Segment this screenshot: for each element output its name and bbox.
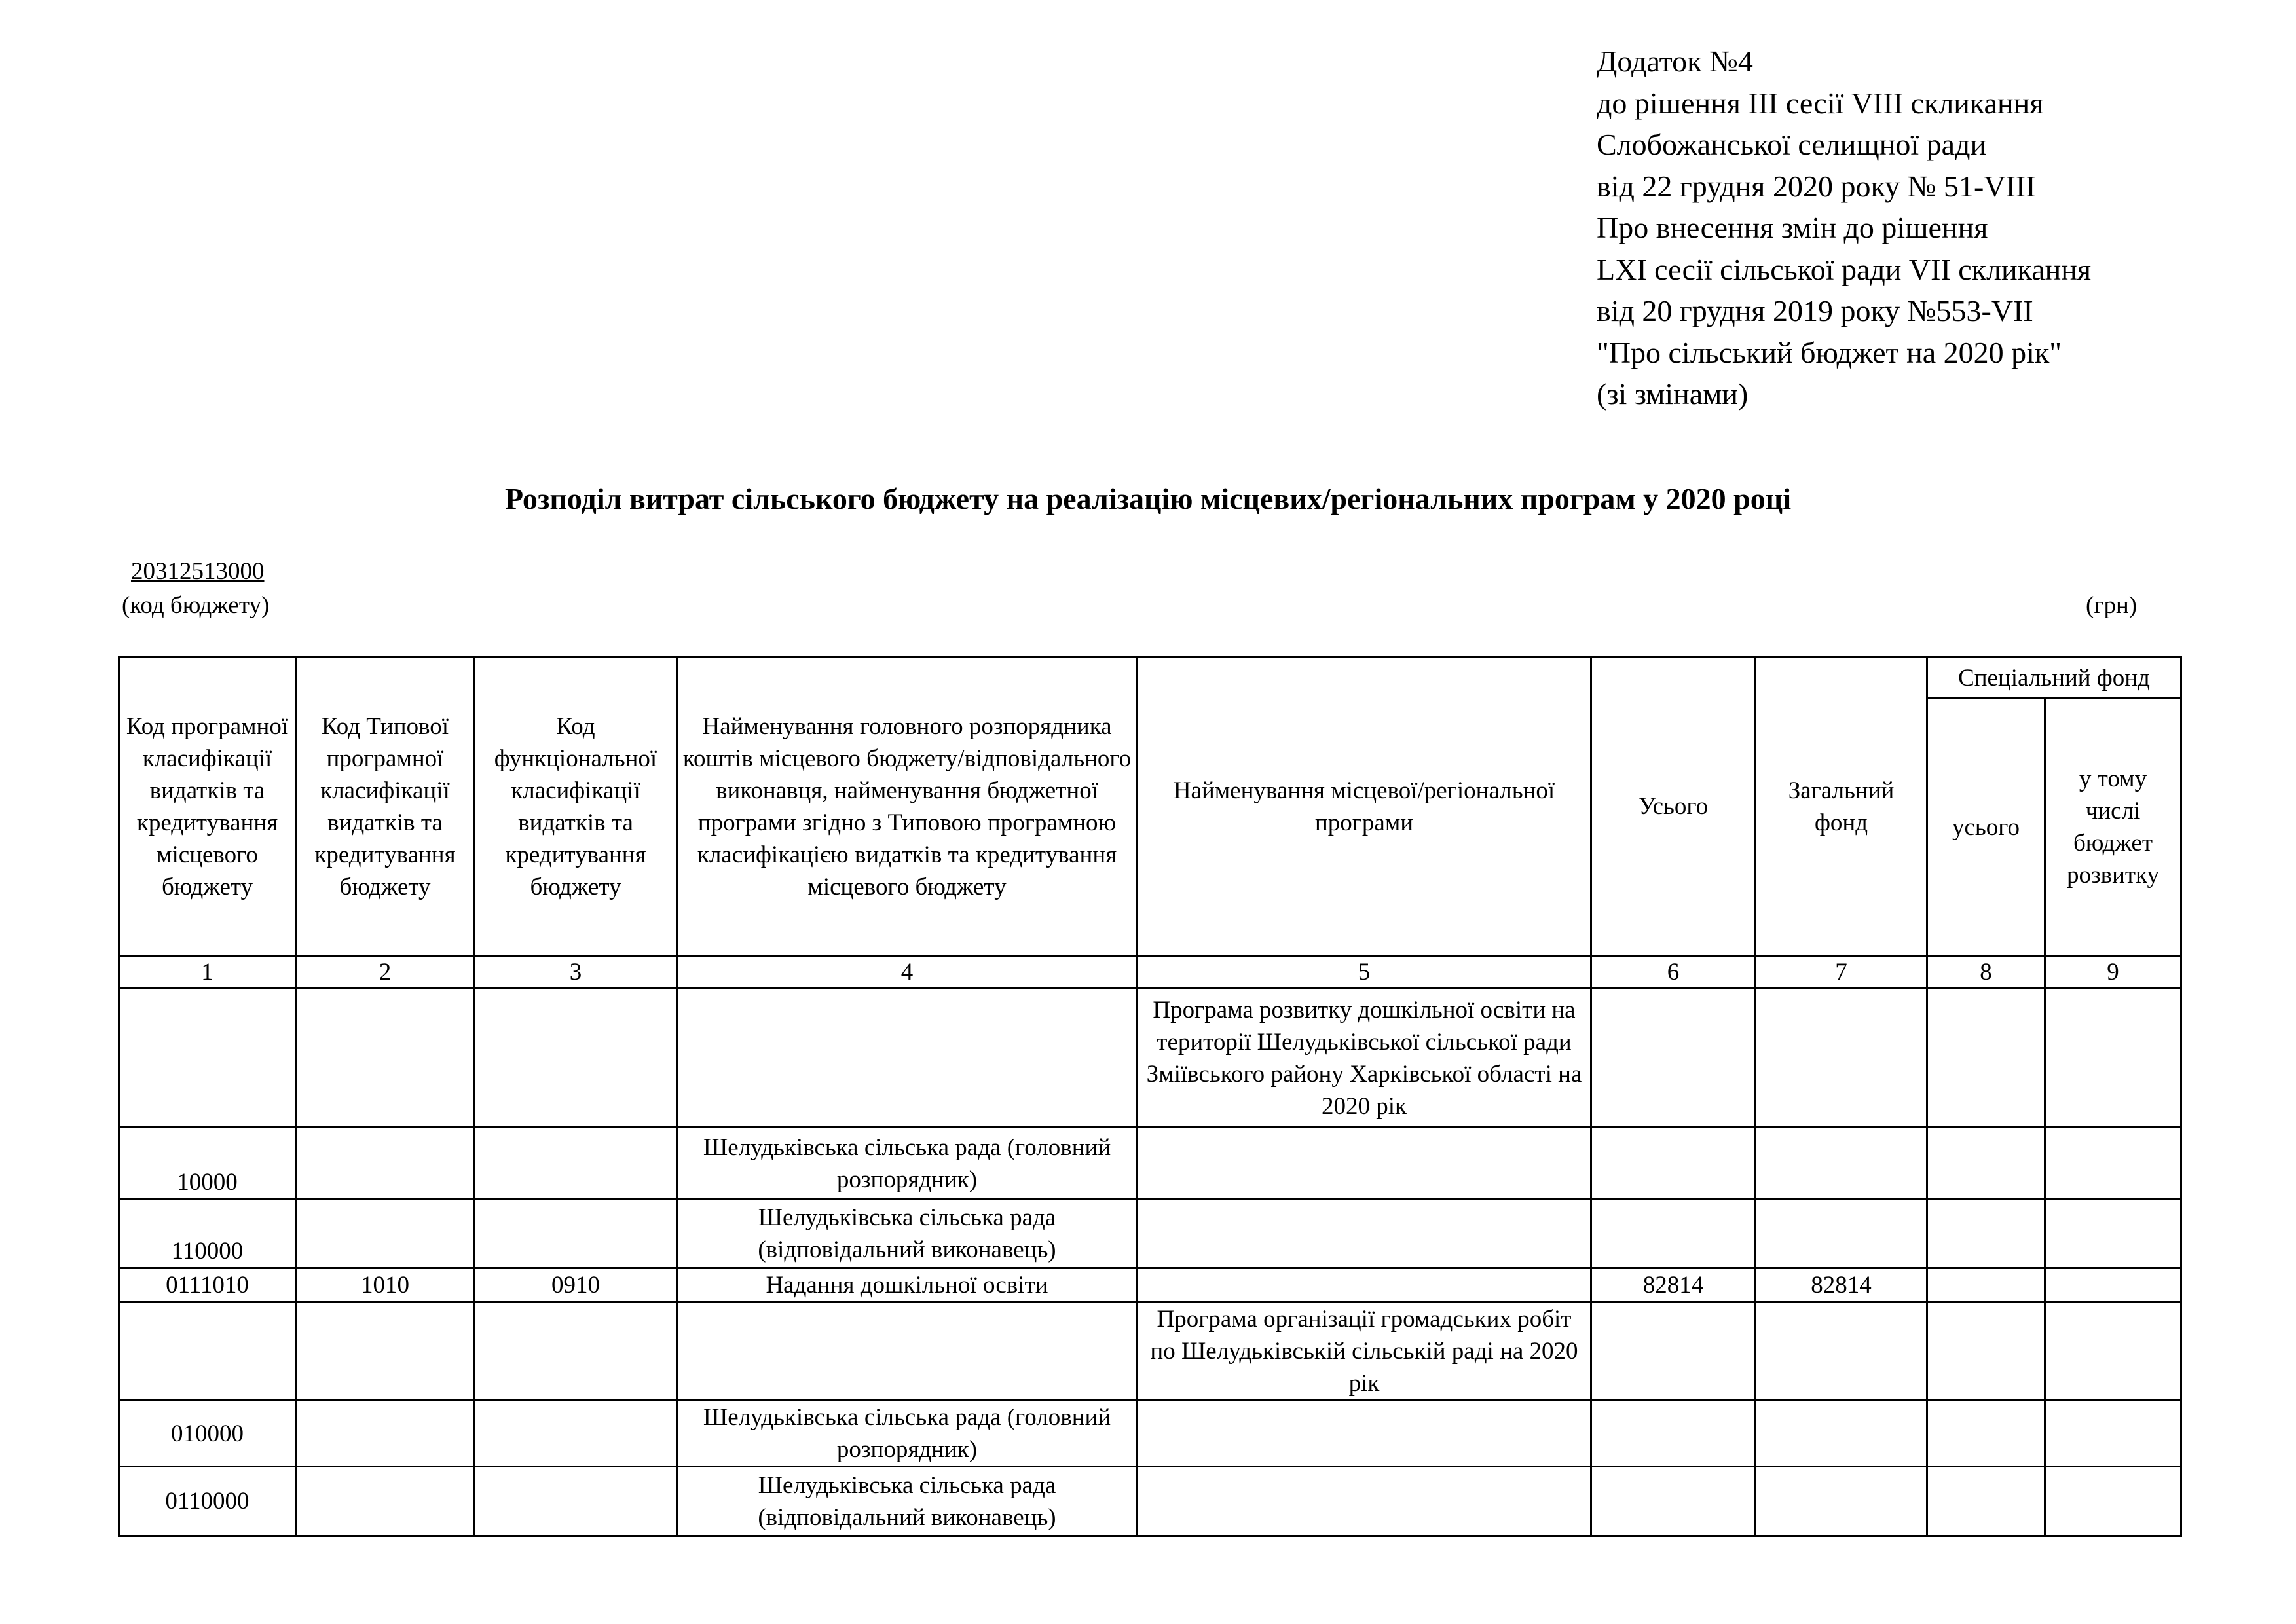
program-expenditure-table: [118, 656, 2182, 1537]
table-cell: 1010: [296, 1268, 475, 1302]
table-cell: Надання дошкільної освіти: [677, 1268, 1138, 1302]
column-number: 9: [2045, 956, 2181, 989]
table-cell: [1756, 1128, 1927, 1200]
table-cell: [1138, 1200, 1591, 1268]
appendix-line: Про внесення змін до рішення: [1597, 211, 1988, 244]
document-title: Розподіл витрат сільського бюджету на реалізацію місцевих/регіональних програм у 2020 році: [504, 482, 1792, 515]
table-cell: [1138, 1467, 1591, 1536]
appendix-line: від 22 грудня 2020 року № 51-VIII: [1597, 169, 2036, 203]
header-program-code: Код програмної класифікації видатків та кредитування місцевого бюджету: [119, 657, 296, 956]
header-general-fund: Загальний фонд: [1756, 657, 1927, 956]
table-cell: Шелудьківська сільська рада (відповідальний виконавець): [677, 1467, 1138, 1536]
header-special-total: усього: [1927, 699, 2045, 956]
table-cell: [1927, 1467, 2045, 1536]
header-typical-code: Код Типової програмної класифікації видатків та кредитування бюджету: [296, 657, 475, 956]
table-cell: Програма організації громадських робіт по Шелудьківській сільській раді на 2020 рік: [1138, 1302, 1591, 1401]
table-cell: [296, 989, 475, 1128]
appendix-line: "Про сільський бюджет на 2020 рік": [1597, 335, 2062, 369]
table-cell: [1591, 1401, 1756, 1467]
table-cell: 010000: [119, 1401, 296, 1467]
table-cell: Шелудьківська сільська рада (відповідальний виконавець): [677, 1200, 1138, 1268]
table-cell: [2045, 989, 2181, 1128]
table-cell: [677, 989, 1138, 1128]
table-cell: [119, 989, 296, 1128]
table-cell: [1591, 1128, 1756, 1200]
column-number: 4: [677, 956, 1138, 989]
table-cell: [119, 1302, 296, 1401]
table-cell: [475, 989, 677, 1128]
table-cell: [475, 1200, 677, 1268]
appendix-line: до рішення ІІІ сесії VIII скликання: [1597, 86, 2044, 120]
budget-code-label: (код бюджету): [122, 592, 270, 619]
table-cell: 110000: [119, 1200, 296, 1268]
table-cell: [296, 1401, 475, 1467]
table-cell: [475, 1302, 677, 1401]
table-cell: [2045, 1467, 2181, 1536]
header-program-name: Найменування місцевої/регіональної програми: [1138, 657, 1591, 956]
header-manager-name: Найменування головного розпорядника коштів місцевого бюджету/відповідального виконавця, найменування бюджетної програми згідно з Типовою програмною класифікацією видатків та кредитування місцевого бюджету: [677, 657, 1138, 956]
appendix-line: від 20 грудня 2019 року №553-VII: [1597, 294, 2033, 327]
table-cell: [2045, 1302, 2181, 1401]
column-number-row: [119, 956, 2181, 989]
table-cell: [677, 1302, 1138, 1401]
table-cell: [1756, 1200, 1927, 1268]
appendix-block: [1597, 41, 2091, 415]
table-cell: [1138, 1128, 1591, 1200]
table-cell: 0910: [475, 1268, 677, 1302]
table-row: [119, 1401, 2181, 1467]
table-cell: [2045, 1200, 2181, 1268]
table-cell: [1756, 1467, 1927, 1536]
header-development-budget: у тому числі бюджет розвитку: [2045, 699, 2181, 956]
column-number: 6: [1591, 956, 1756, 989]
table-cell: [2045, 1128, 2181, 1200]
table-row: [119, 1128, 2181, 1200]
table-cell: 0110000: [119, 1467, 296, 1536]
appendix-line: LХІ сесії сільської ради VII скликання: [1597, 252, 2092, 286]
table-cell: [1591, 989, 1756, 1128]
table-cell: 0111010: [119, 1268, 296, 1302]
table-cell: 82814: [1756, 1268, 1927, 1302]
table-cell: 82814: [1591, 1268, 1756, 1302]
table-row: [119, 1302, 2181, 1401]
table-cell: [1927, 1401, 2045, 1467]
budget-code: 20312513000: [131, 558, 265, 585]
appendix-line: Додаток №4: [1597, 45, 1753, 78]
table-cell: [475, 1401, 677, 1467]
table-cell: [1927, 1302, 2045, 1401]
column-number: 5: [1138, 956, 1591, 989]
header-special-fund: Спеціальний фонд: [1927, 657, 2181, 699]
column-number: 3: [475, 956, 677, 989]
table-cell: [1927, 1200, 2045, 1268]
table-cell: [2045, 1401, 2181, 1467]
table-cell: [1756, 989, 1927, 1128]
table-cell: [1927, 989, 2045, 1128]
table-cell: Програма розвитку дошкільної освіти на території Шелудьківської сільської ради Зміївського району Харківської області на 2020 рік: [1138, 989, 1591, 1128]
table-cell: [1138, 1401, 1591, 1467]
table-cell: [1756, 1302, 1927, 1401]
table-cell: [1591, 1200, 1756, 1268]
header-functional-code: Код функціональної класифікації видатків та кредитування бюджету: [475, 657, 677, 956]
table-row: [119, 1200, 2181, 1268]
table-cell: [1756, 1401, 1927, 1467]
table-row: [119, 1268, 2181, 1302]
appendix-line: Слобожанської селищної ради: [1597, 128, 1987, 161]
table-row: [119, 989, 2181, 1128]
table-cell: [296, 1467, 475, 1536]
column-number: 2: [296, 956, 475, 989]
table-cell: [1138, 1268, 1591, 1302]
table-row: [119, 1467, 2181, 1536]
table-cell: Шелудьківська сільська рада (головний розпорядник): [677, 1128, 1138, 1200]
table-cell: [475, 1467, 677, 1536]
column-number: 8: [1927, 956, 2045, 989]
table-cell: [296, 1200, 475, 1268]
table-cell: [475, 1128, 677, 1200]
table-cell: [1927, 1128, 2045, 1200]
table-cell: [1591, 1467, 1756, 1536]
table-cell: [296, 1128, 475, 1200]
table-cell: [1927, 1268, 2045, 1302]
table-cell: [2045, 1268, 2181, 1302]
table-cell: [1591, 1302, 1756, 1401]
currency-label: (грн): [2086, 592, 2138, 619]
appendix-line: (зі змінами): [1597, 377, 1749, 411]
table-cell: 10000: [119, 1128, 296, 1200]
column-number: 7: [1756, 956, 1927, 989]
column-number: 1: [119, 956, 296, 989]
table-cell: [296, 1302, 475, 1401]
table-cell: Шелудьківська сільська рада (головний розпорядник): [677, 1401, 1138, 1467]
header-total: Усього: [1591, 657, 1756, 956]
header-row: [119, 657, 2181, 699]
